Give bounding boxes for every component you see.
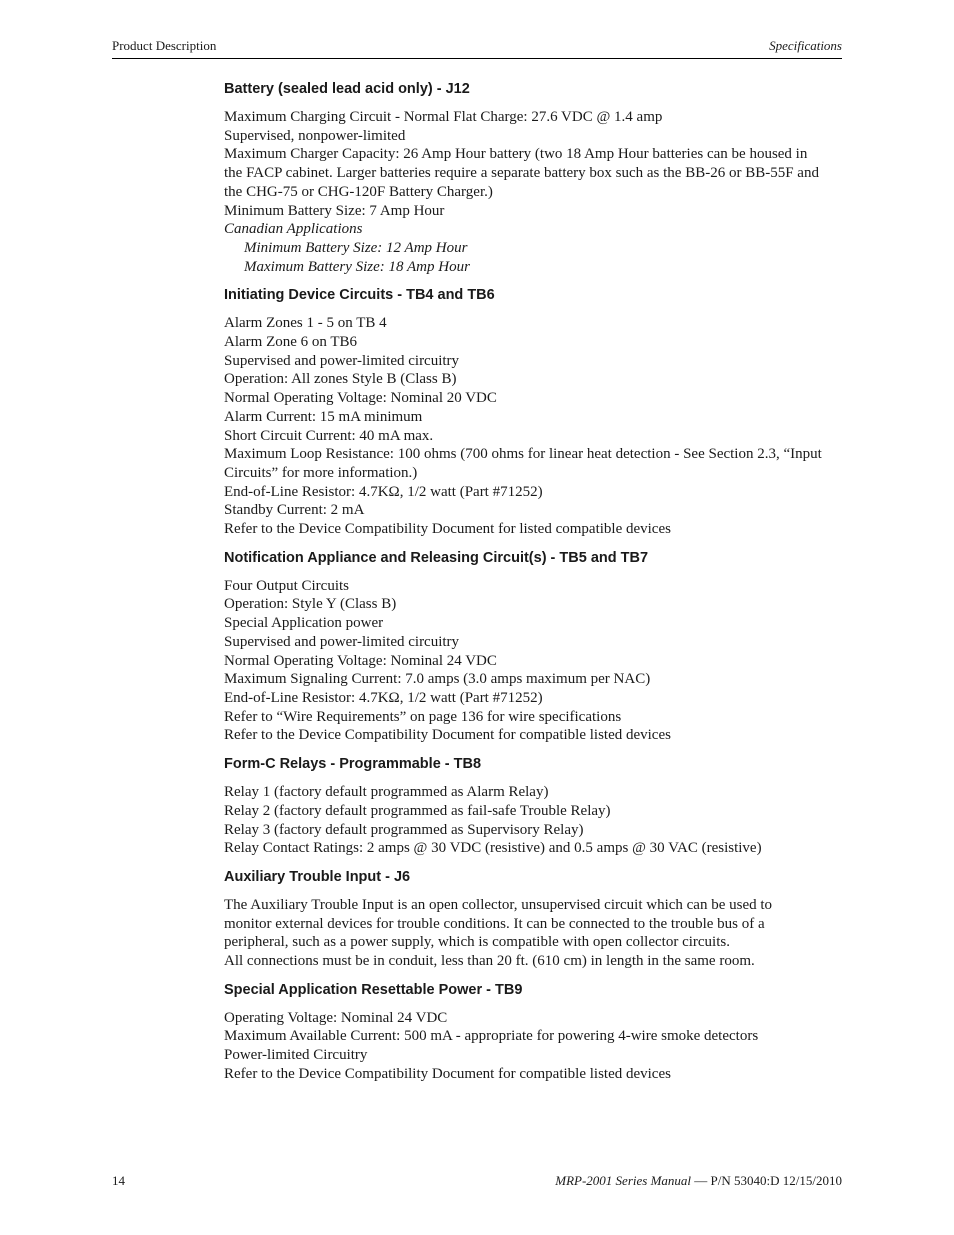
spec-line: the FACP cabinet. Larger batteries require a separate battery box such as the BB-26 or BB-55F and — [224, 165, 819, 182]
section-initiating-device-circuits — [224, 286, 844, 538]
spec-line: Alarm Current: 15 mA minimum — [224, 408, 423, 425]
section-battery — [224, 80, 844, 276]
spec-line: Operation: All zones Style B (Class B) — [224, 371, 457, 388]
spec-line: Refer to “Wire Requirements” on page 136 for wire specifications — [224, 708, 622, 725]
section-heading: Auxiliary Trouble Input - J6 — [224, 868, 411, 885]
spec-line: the CHG-75 or CHG-120F Battery Charger.) — [224, 183, 493, 200]
section-notification-appliance-circuits — [224, 549, 844, 745]
spec-line: Supervised, nonpower-limited — [224, 127, 406, 144]
spec-line: Circuits” for more information.) — [224, 464, 418, 481]
section-heading: Special Application Resettable Power - TB9 — [224, 981, 523, 998]
spec-subheading: Canadian Applications — [224, 221, 363, 238]
spec-line: Maximum Charger Capacity: 26 Amp Hour battery (two 18 Amp Hour batteries can be housed in — [224, 146, 808, 163]
spec-line: Relay 2 (factory default programmed as fail-safe Trouble Relay) — [224, 802, 611, 819]
spec-line: Refer to the Device Compatibility Document for compatible listed devices — [224, 1065, 671, 1082]
section-heading: Form-C Relays - Programmable - TB8 — [224, 756, 482, 773]
spec-line: End-of-Line Resistor: 4.7KΩ, 1/2 watt (Part #71252) — [224, 483, 543, 500]
spec-line: Refer to the Device Compatibility Document for compatible listed devices — [224, 727, 671, 744]
spec-line: Maximum Loop Resistance: 100 ohms (700 ohms for linear heat detection - See Section 2.3, “Input — [224, 446, 822, 463]
section-heading: Battery (sealed lead acid only) - J12 — [224, 81, 470, 97]
page-content — [224, 80, 844, 1094]
spec-line: Relay 1 (factory default programmed as Alarm Relay) — [224, 784, 549, 801]
spec-line: Special Application power — [224, 615, 384, 632]
spec-line: peripheral, such as a power supply, which is compatible with open collector circuits. — [224, 934, 730, 951]
spec-line: Minimum Battery Size: 7 Amp Hour — [224, 202, 445, 219]
section-auxiliary-trouble-input — [224, 868, 844, 971]
spec-line: Maximum Signaling Current: 7.0 amps (3.0 amps maximum per NAC) — [224, 671, 651, 688]
spec-line: Minimum Battery Size: 12 Amp Hour — [244, 239, 468, 256]
spec-line: Relay 3 (factory default programmed as Supervisory Relay) — [224, 821, 584, 838]
part-number: — P/N 53040:D 12/15/2010 — [691, 1173, 842, 1188]
spec-line: The Auxiliary Trouble Input is an open collector, unsupervised circuit which can be used to — [224, 896, 773, 913]
spec-line: Alarm Zone 6 on TB6 — [224, 334, 358, 351]
header-chapter-title: Specifications — [769, 38, 842, 53]
footer-manual-info — [555, 1173, 842, 1189]
spec-line: Short Circuit Current: 40 mA max. — [224, 427, 434, 444]
spec-line: End-of-Line Resistor: 4.7KΩ, 1/2 watt (Part #71252) — [224, 689, 543, 706]
spec-line: All connections must be in conduit, less than 20 ft. (610 cm) in length in the same room. — [224, 953, 755, 970]
section-special-application-power — [224, 981, 844, 1084]
spec-line: Maximum Battery Size: 18 Amp Hour — [244, 258, 470, 275]
manual-title: MRP-2001 Series Manual — [555, 1173, 692, 1188]
section-heading: Notification Appliance and Releasing Circuit(s) - TB5 and TB7 — [224, 549, 649, 566]
spec-line: Normal Operating Voltage: Nominal 20 VDC — [224, 390, 497, 407]
section-form-c-relays — [224, 755, 844, 858]
spec-line: Operation: Style Y (Class B) — [224, 596, 397, 613]
spec-line: Alarm Zones 1 - 5 on TB 4 — [224, 315, 387, 332]
spec-line: Four Output Circuits — [224, 577, 350, 594]
spec-line: Supervised and power-limited circuitry — [224, 633, 460, 650]
spec-line: Operating Voltage: Nominal 24 VDC — [224, 1009, 448, 1026]
spec-line: Maximum Available Current: 500 mA - appropriate for powering 4-wire smoke detectors — [224, 1028, 759, 1045]
header-section-title: Product Description — [112, 38, 217, 53]
section-heading: Initiating Device Circuits - TB4 and TB6 — [224, 287, 495, 304]
spec-line: Standby Current: 2 mA — [224, 502, 365, 519]
spec-line: Supervised and power-limited circuitry — [224, 352, 460, 369]
spec-line: monitor external devices for trouble conditions. It can be connected to the trouble bus of a — [224, 915, 765, 932]
page-footer — [112, 1173, 842, 1193]
spec-line: Relay Contact Ratings: 2 amps @ 30 VDC (resistive) and 0.5 amps @ 30 VAC (resistive) — [224, 840, 762, 857]
page-number: 14 — [112, 1173, 125, 1188]
spec-line: Normal Operating Voltage: Nominal 24 VDC — [224, 652, 497, 669]
spec-line: Power-limited Circuitry — [224, 1047, 368, 1064]
spec-line: Maximum Charging Circuit - Normal Flat Charge: 27.6 VDC @ 1.4 amp — [224, 109, 663, 125]
spec-line: Refer to the Device Compatibility Document for listed compatible devices — [224, 521, 671, 538]
page-header — [112, 38, 842, 59]
